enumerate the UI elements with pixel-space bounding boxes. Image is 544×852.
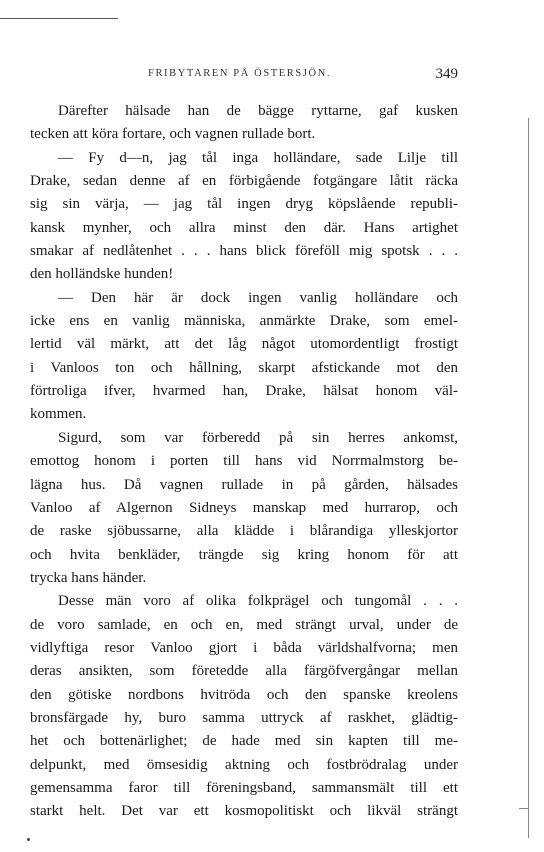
text-line: starkt helt. Det var ett kosmopolitiskt och likväl strängt bbox=[30, 803, 458, 820]
text-line: bronsfärgade hy, buro samma uttryck af raskhet, glädtig- bbox=[30, 709, 458, 726]
text-line: Vanloo af Algernon Sidneys manskap med hurrarop, och bbox=[30, 499, 458, 516]
running-title: FRIBYTAREN PÅ ÖSTERSJÖN. bbox=[148, 68, 332, 79]
text-line: icke ens en vanlig människa, anmärkte Drake, som emel- bbox=[30, 313, 458, 330]
text-line: smakar af nedlåtenhet . . . hans blick föreföll mig spotsk . . . bbox=[30, 243, 458, 260]
text-line: lertid väl märkt, att det låg något utomordentligt frostigt bbox=[30, 336, 458, 353]
text-line: lägna hus. Då vagnen rullade in på gården, hälsades bbox=[30, 476, 458, 493]
text-line: och hvita benkläder, trängde sig kring honom för att bbox=[30, 546, 458, 563]
page-number: 349 bbox=[435, 66, 458, 82]
text-line: förtroliga ifver, hvarmed han, Drake, hälsat honom väl- bbox=[30, 383, 458, 400]
body-text bbox=[30, 100, 458, 824]
top-edge-rule bbox=[0, 18, 118, 19]
text-line: gemensamma faror till föreningsband, sammansmält till ett bbox=[30, 779, 458, 796]
text-line: den götiske nordbons hvitröda och den spanske kreolens bbox=[30, 686, 458, 703]
text-line: den holländske hunden! bbox=[30, 266, 174, 283]
running-header bbox=[30, 68, 458, 84]
text-line: de voro samlade, en och en, med strängt urval, under de bbox=[30, 616, 458, 633]
text-line: trycka hans händer. bbox=[30, 569, 147, 586]
page-edge-line bbox=[528, 118, 529, 838]
text-line: kommen. bbox=[30, 406, 87, 423]
text-line: deras ansikten, som företedde alla färgöfvergångar mellan bbox=[30, 663, 458, 680]
text-line: tecken att köra fortare, och vagnen rullade bort. bbox=[30, 126, 316, 143]
text-line: Desse män voro af olika folkprägel och tungomål . . . bbox=[58, 593, 458, 610]
text-line: kansk mynher, och allra minst den där. Hans artighet bbox=[30, 219, 458, 236]
text-line: delpunkt, med ömsesidig aktning och fostbrödralag under bbox=[30, 756, 458, 773]
text-line: i Vanloos ton och hållning, skarpt afstickande mot den bbox=[30, 359, 458, 376]
page-edge-tick bbox=[519, 808, 529, 809]
scan-speck bbox=[27, 838, 30, 841]
text-line: Sigurd, som var förberedd på sin herres ankomst, bbox=[58, 429, 458, 446]
text-line: de raske sjöbussarne, alla klädde i blårandiga ylleskjortor bbox=[30, 523, 458, 540]
text-line: Drake, sedan denne af en förbigående fotgängare låtit räcka bbox=[30, 173, 458, 190]
text-line: — Den här är dock ingen vanlig holländare och bbox=[58, 289, 458, 306]
text-line: — Fy d—n, jag tål inga holländare, sade Lilje till bbox=[58, 149, 458, 166]
text-line: vidlyftiga resor Vanloo gjort i båda världshalfvorna; men bbox=[30, 639, 458, 656]
text-line: emottog honom i porten till hans vid Norrmalmstorg be- bbox=[30, 453, 458, 470]
text-line: het och bottenärlighet; de hade med sin kapten till me- bbox=[30, 733, 458, 750]
text-line: sig sin värja, — jag tål ingen dryg köpslående republi- bbox=[30, 196, 458, 213]
text-line: Därefter hälsade han de bägge ryttarne, gaf kusken bbox=[58, 103, 458, 119]
